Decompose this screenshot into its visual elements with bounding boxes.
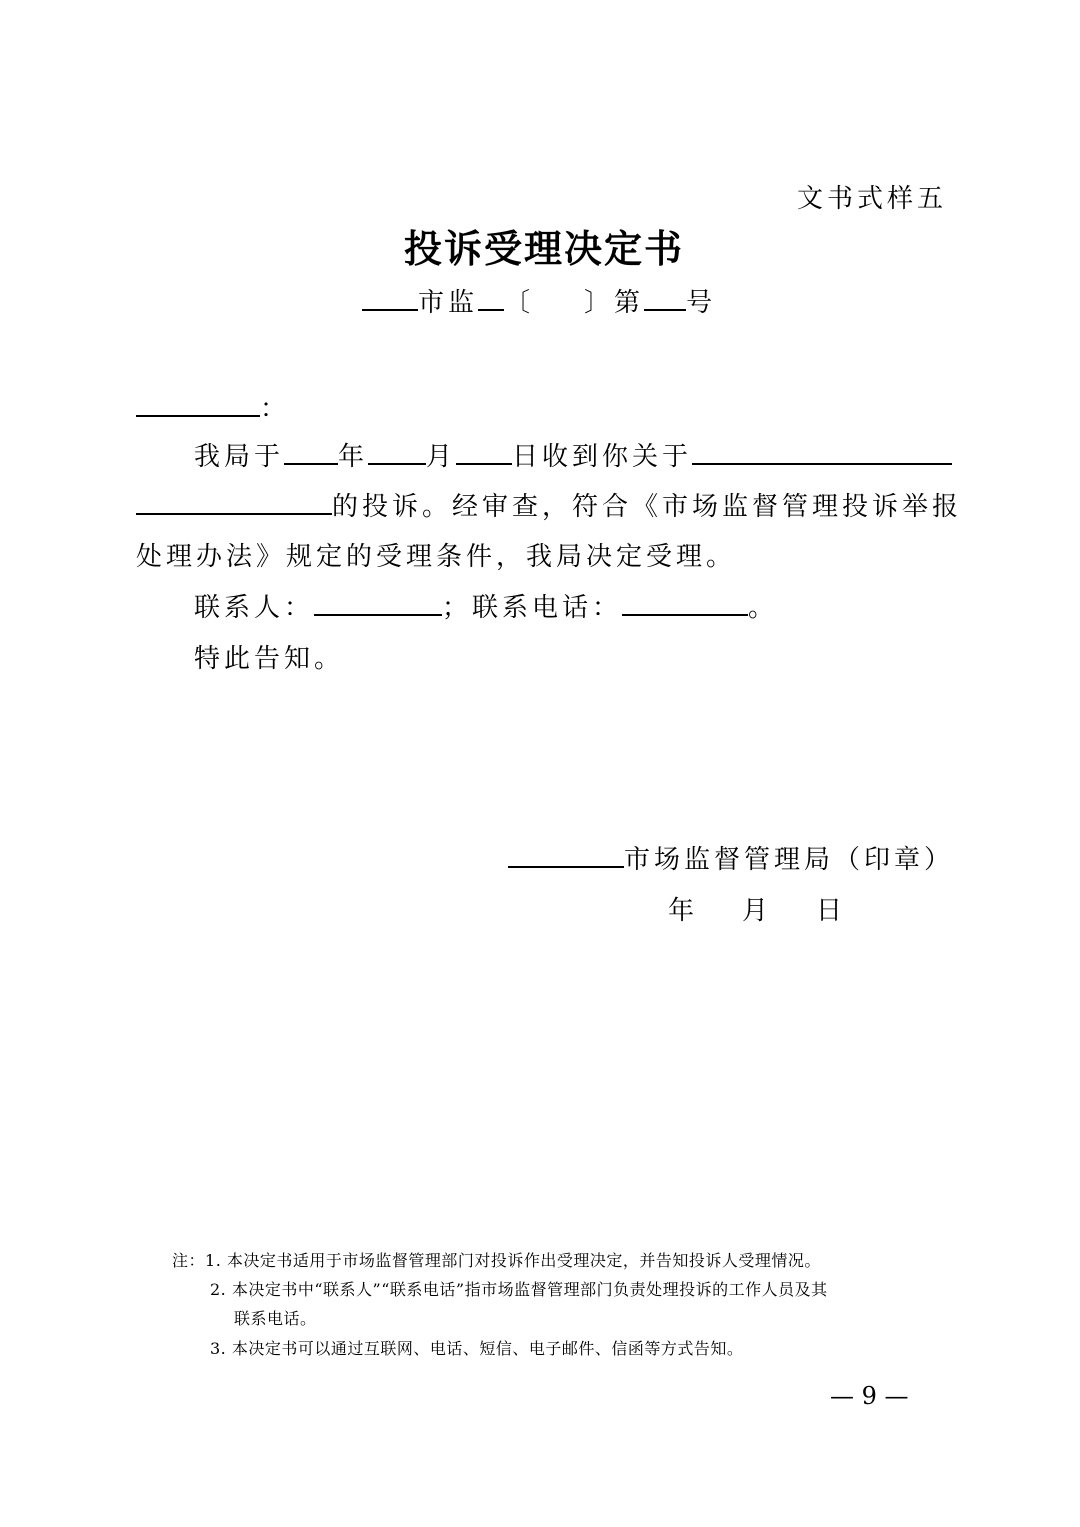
signature-line [508, 839, 954, 876]
note-1-number: 1. [205, 1251, 222, 1270]
receipt-year-blank[interactable] [284, 441, 338, 465]
note-1-text: 本决定书适用于市场监督管理部门对投诉作出受理决定，并告知投诉人受理情况。 [226, 1251, 821, 1270]
note-3-text: 本决定书可以通过互联网、电话、短信、电子邮件、信函等方式告知。 [231, 1339, 744, 1358]
contact-separator: ； [442, 593, 473, 623]
recipient-suffix: ： [260, 394, 291, 424]
sign-day: 日 [816, 896, 847, 926]
complaint-subject-blank-2[interactable] [136, 491, 332, 515]
contact-end: 。 [748, 593, 779, 623]
bracket-open: 〔 [504, 288, 535, 318]
note-1 [172, 1248, 821, 1271]
body-prefix: 我局于 [194, 442, 285, 472]
complaint-suffix: 的投诉。经审查，符合《市场监督管理投诉举报 [332, 492, 963, 522]
page-number: — 9 — [830, 1382, 909, 1410]
contact-phone-label: 联系电话： [472, 593, 623, 623]
note-2 [210, 1277, 828, 1300]
contact-line [194, 587, 778, 624]
note-3 [210, 1336, 743, 1359]
doc-number-line [362, 282, 716, 319]
authority-label: 市场监督管理局（印章） [624, 845, 955, 875]
note-2-number: 2. [210, 1280, 227, 1299]
body-line-3: 处理办法》规定的受理条件，我局决定受理。 [136, 542, 737, 572]
sign-year: 年 [668, 896, 699, 926]
authority-name-blank[interactable] [508, 844, 624, 868]
contact-phone-blank[interactable] [622, 592, 748, 616]
page-title: 投诉受理决定书 [404, 226, 685, 271]
signature-date [668, 890, 846, 927]
body-line-1 [194, 436, 952, 473]
contact-person-label: 联系人： [194, 593, 315, 623]
note-2-text: 本决定书中“联系人”“联系电话”指市场监督管理部门负责处理投诉的工作人员及其 [231, 1280, 828, 1299]
recipient-blank[interactable] [136, 393, 260, 417]
form-sample-label: 文书式样五 [797, 184, 948, 214]
note-label: 注： [172, 1251, 206, 1270]
closing-text: 特此告知。 [194, 644, 345, 674]
note-2-continued: 联系电话。 [234, 1309, 317, 1328]
month-label: 月 [426, 442, 457, 472]
note-3-number: 3. [210, 1339, 227, 1358]
receipt-month-blank[interactable] [368, 441, 426, 465]
sign-month: 月 [742, 896, 773, 926]
received-label: 日收到你关于 [512, 442, 693, 472]
receipt-day-blank[interactable] [456, 441, 512, 465]
contact-person-blank[interactable] [314, 592, 442, 616]
complaint-subject-blank[interactable] [692, 441, 952, 465]
recipient-line [136, 388, 290, 425]
body-line-2 [136, 486, 962, 523]
seq-label: 第 [614, 288, 645, 318]
no-label: 号 [686, 288, 717, 318]
number-blank[interactable] [644, 287, 686, 311]
year-label: 年 [338, 442, 369, 472]
abbr-blank[interactable] [478, 287, 504, 311]
city-label: 市监 [418, 288, 479, 318]
city-blank[interactable] [362, 287, 418, 311]
bracket-close: 〕 [584, 288, 615, 318]
